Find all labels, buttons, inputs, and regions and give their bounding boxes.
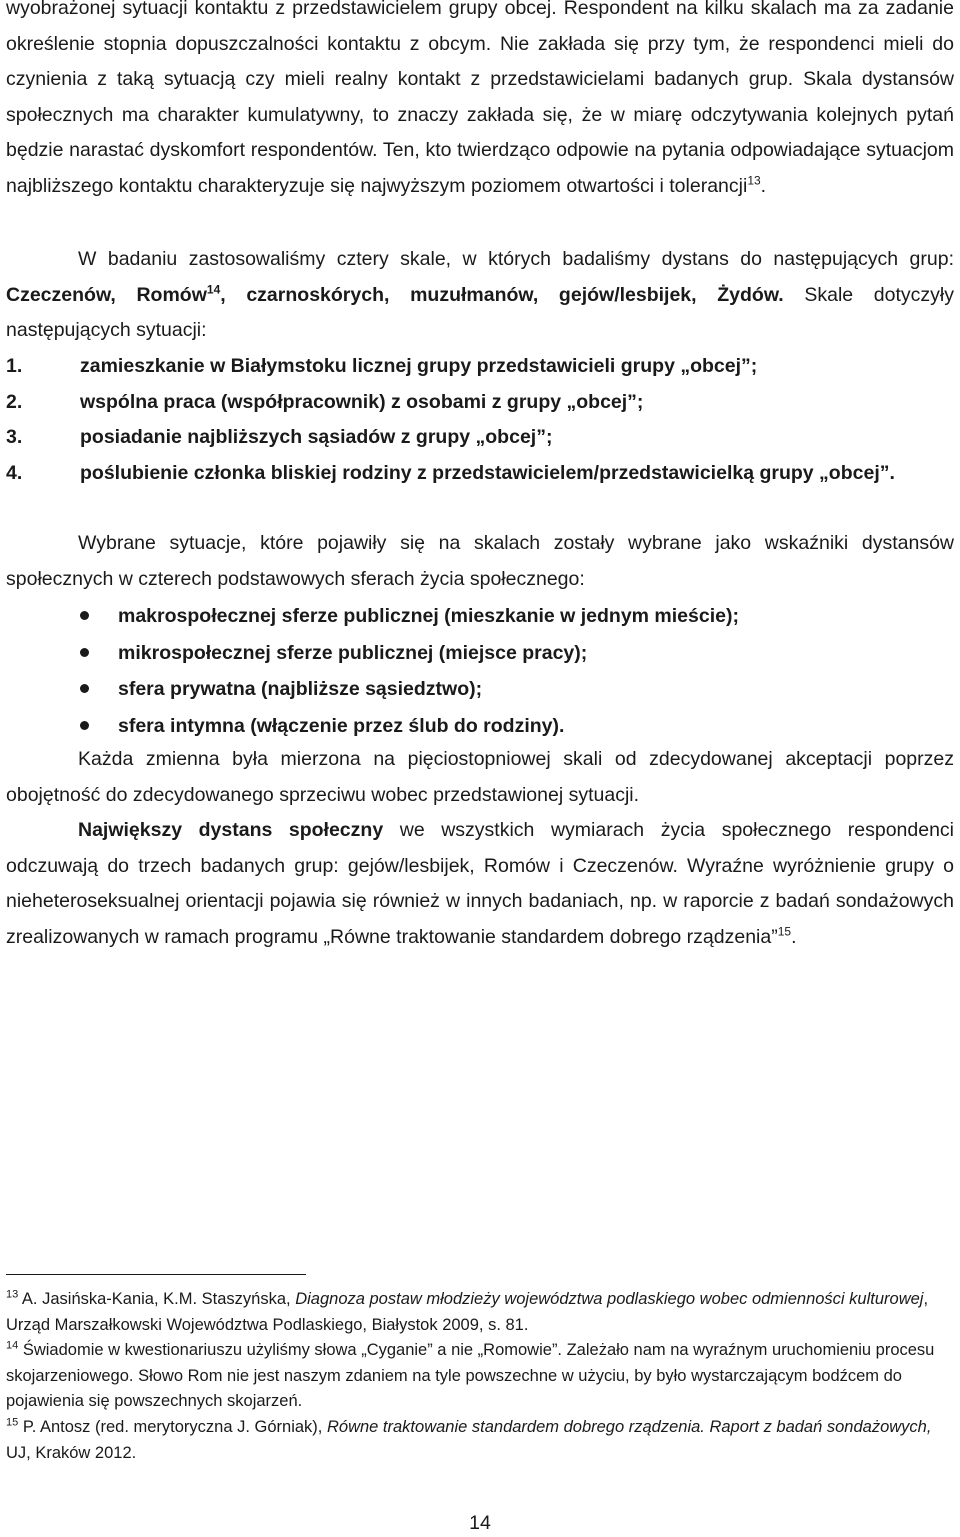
bullet-item-text: sfera intymna (włączenie przez ślub do rodziny). [118,714,565,737]
list-marker: 4. [6,461,23,484]
paragraph-text-end: Skale dotyczyły następujących sytuacji: [6,283,954,342]
list-marker: 2. [6,390,23,413]
list-item-text: poślubienie członka bliskiej rodziny z przedstawicielem/przedstawicielką grupy „obcej”. [80,461,895,484]
paragraph-text-end: . [791,925,797,948]
footnote-text-end: , Urząd Marszałkowski Województwa Podlaskiego, Białystok 2009, s. 81. [6,1290,929,1334]
largest-distance-bold: Największy dystans społeczny [78,819,384,841]
list-item-text: wspólna praca (współpracownik) z osobami z grupy „obcej”; [80,390,644,413]
paragraph-scale-measure: Każda zmienna była mierzona na pięciostopniowej skali od zdecydowanej akceptacji poprzez obojętność do zdecydowanego sprzeciwu wobec przedstawionej sytuacji. [6,748,954,806]
paragraph-text-end: . [760,174,767,197]
list-marker: 3. [6,426,23,449]
spheres-list [0,598,954,744]
footnote-13 [6,1287,946,1338]
footnote-text-end: UJ, Kraków 2012. [6,1443,137,1462]
footnote-ref-15: 15 [777,924,792,939]
paragraph-text: W badaniu zastosowaliśmy cztery skale, w których badaliśmy dystans do następujących grup: [78,248,954,270]
list-marker: 1. [6,355,23,377]
paragraph-text: wyobrażonej sytuacji kontaktu z przedstawicielem grupy obcej. Respondent na kilku skalach ma za zadanie określenie stopnia dopuszczalności kontaktu z obcym. Nie zakłada się przy tym, że respondenci mieli do czynienia z taką sytuacją czy mieli realny kontakt z przedstawicielami badanych grup. Skala dystansów społecznych ma charakter kumulatywny, to znaczy zakłada się, że w miarę odczytywania kolejnych pytań będzie narastać dyskomfort respondentów. Ten, kto twierdząco odpowie na pytania odpowiadające sytuacjom najbliższego kontaktu charakteryzuje się najwyższym poziomem otwartości i tolerancji [6,0,954,197]
list-item-text: zamieszkanie w Białymstoku licznej grupy przedstawicieli grupy „obcej”; [80,355,758,377]
paragraph-largest-distance [6,813,954,955]
paragraph-text: we wszystkich wymiarach życia społecznego respondenci odczuwają do trzech badanych grup: gejów/lesbijek, Romów i Czeczenów. Wyraźne wyróżnienie grupy o nieheteroseksualnej orientacji pojawia się również w innych badaniach, np. w raporcie z badań sondażowych zrealizowanych w ramach programu „Równe traktowanie standardem dobrego rządzenia” [6,819,955,948]
bullet-icon [80,648,89,657]
paragraph-spheres-intro: Wybrane sytuacje, które pojawiły się na skalach zostały wybrane jako wskaźniki dystansów społecznych w czterech podstawowych sferach życia społecznego: [6,532,954,590]
footnote-text: Świadomie w kwestionariuszu użyliśmy słowa „Cyganie” a nie „Romowie”. Zależało nam na wyraźnym uruchomieniu procesu skojarzeniowego. Słowo Rom nie jest naszym zdaniem na tyle powszechne w użyciu, by było wystarczającym bodźcem do pojawienia się powszechnych skojarzeń. [6,1341,935,1411]
list-item [0,349,954,385]
groups-bold-1: Czeczenów, Romów [6,283,207,306]
footnote-title-italic: Równe traktowanie standardem dobrego rządzenia. Raport z badań sondażowych, [326,1418,932,1436]
footnote-divider [6,1274,306,1275]
footnote-ref-14: 14 [206,282,221,297]
bullet-item-text: mikrospołecznej sferze publicznej (miejsce pracy); [118,641,588,664]
footnote-number: 13 [6,1288,19,1301]
footnote-ref-13: 13 [747,173,761,188]
footnote-text: P. Antosz (red. merytoryczna J. Górniak), [18,1418,327,1436]
list-item [0,420,954,456]
bullet-icon [80,611,89,620]
paragraph-scales [6,242,954,349]
bullet-item-text: sfera prywatna (najbliższe sąsiedztwo); [118,678,483,700]
list-item [0,385,954,421]
list-item [0,456,954,492]
footnote-15 [6,1415,946,1466]
footnote-title-italic: Diagnoza postaw młodzieży województwa podlaskiego wobec odmienności kulturowej [295,1290,924,1308]
groups-bold-2: , czarnoskórych, muzułmanów, gejów/lesbijek, Żydów. [220,283,784,306]
bullet-item-text: makrospołecznej sferze publicznej (mieszkanie w jednym mieście); [118,605,739,627]
footnote-14 [6,1338,946,1415]
bullet-item [0,635,954,672]
bullet-item [0,671,954,708]
footnote-number: 15 [6,1416,19,1429]
paragraph-method-intro [6,0,954,205]
footnote-number: 14 [6,1339,19,1352]
footnote-text: A. Jasińska-Kania, K.M. Staszyńska, [18,1290,296,1308]
bullet-icon [80,684,89,693]
situations-list [0,349,954,491]
bullet-item [0,708,954,745]
bullet-item [0,598,954,635]
list-item-text: posiadanie najbliższych sąsiadów z grupy „obcej”; [80,426,553,449]
bullet-icon [80,721,89,730]
page-number: 14 [469,1512,491,1534]
